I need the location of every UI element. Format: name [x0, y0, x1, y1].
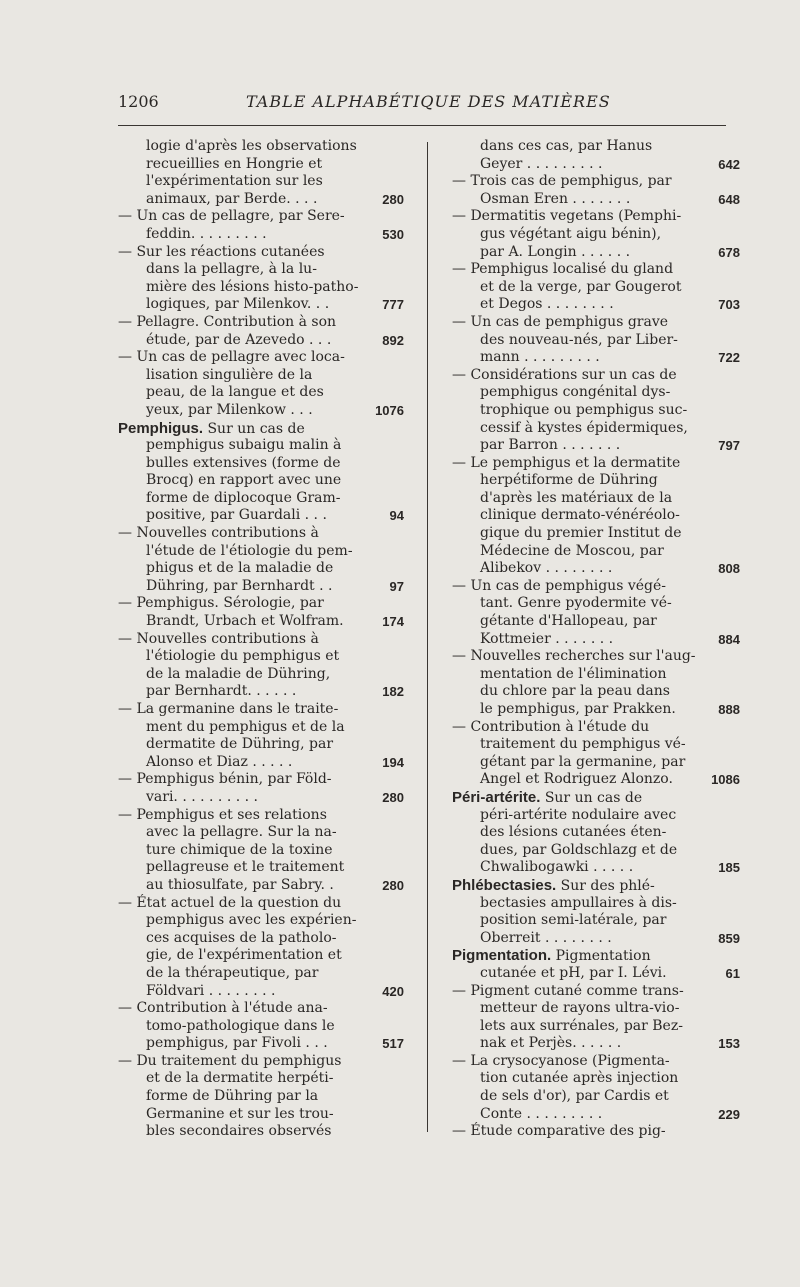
- running-title: TABLE ALPHABÉTIQUE DES MATIÈRES: [246, 92, 611, 111]
- entry-line: [452, 648, 740, 666]
- entry-text: mann . . . . . . . . .: [480, 349, 600, 366]
- entry-text: par Barron . . . . . . .: [480, 437, 621, 454]
- entry-text: herpétiforme de Dühring: [480, 472, 658, 489]
- entry-text: gus végétant aigu bénin),: [480, 225, 662, 242]
- page-reference: 678: [718, 244, 740, 260]
- entry-line: [118, 490, 404, 508]
- entry-line: [118, 420, 404, 438]
- entry-line: [452, 472, 740, 490]
- index-entry: [452, 261, 740, 314]
- entry-text: peau, de la langue et des: [146, 384, 324, 401]
- entry-text: — Un cas de pellagre, par Sere-: [118, 208, 345, 225]
- entry-text: pemphigus congénital dys-: [480, 384, 671, 401]
- entry-line: [118, 173, 404, 191]
- entry-text: — État actuel de la question du: [118, 894, 342, 911]
- entry-line: [118, 701, 404, 719]
- entry-text: trophique ou pemphigus suc-: [480, 401, 688, 418]
- page-reference: 808: [718, 561, 740, 577]
- entry-line: [118, 595, 404, 613]
- entry-text: gie, de l'expérimentation et: [146, 947, 342, 964]
- entry-text: pellagreuse et le traitement: [146, 859, 345, 876]
- entry-line: [452, 455, 740, 473]
- entry-text: Alibekov . . . . . . . .: [480, 560, 613, 577]
- entry-line: [452, 138, 740, 156]
- entry-line: [452, 895, 740, 913]
- page-reference: 280: [382, 789, 404, 805]
- entry-text: pemphigus subaigu malin à: [146, 437, 342, 454]
- entry-line: [118, 455, 404, 473]
- entry-line: [452, 560, 740, 578]
- entry-text: — Pigment cutané comme trans-: [452, 982, 684, 999]
- page-reference: 884: [718, 631, 740, 647]
- entry-line: [118, 472, 404, 490]
- entry-text: positive, par Guardali . . .: [146, 507, 327, 524]
- entry-text: — Nouvelles contributions à: [118, 630, 319, 647]
- entry-text: — Dermatitis vegetans (Pemphi-: [452, 208, 682, 225]
- page-reference: 888: [718, 702, 740, 717]
- entry-text: de la maladie de Dühring,: [146, 665, 331, 682]
- entry-text: tant. Genre pyodermite vé-: [480, 595, 672, 612]
- page-reference: 174: [382, 614, 404, 630]
- entry-text: — Un cas de pemphigus végé-: [452, 577, 666, 594]
- entry-line: [452, 824, 740, 842]
- entry-text: pemphigus avec les expérien-: [146, 912, 357, 929]
- entry-line: [118, 1053, 404, 1071]
- entry-line: [118, 1123, 404, 1141]
- entry-line: [118, 156, 404, 174]
- entry-line: [118, 912, 404, 930]
- entry-text: Angel et Rodriguez Alonzo.: [480, 771, 673, 788]
- entry-text: et de la verge, par Gougerot: [480, 278, 682, 295]
- entry-text: par A. Longin . . . . . .: [480, 243, 631, 260]
- entry-text: gétant par la germanine, par: [480, 753, 686, 770]
- entry-line: [452, 208, 740, 226]
- entry-line: [118, 613, 404, 631]
- entry-line: [452, 490, 740, 508]
- entry-line: [452, 367, 740, 385]
- entry-line: [452, 384, 740, 402]
- index-entry: [452, 314, 740, 367]
- entry-text: ture chimique de la toxine: [146, 841, 333, 858]
- entry-line: [118, 208, 404, 226]
- entry-text: — Considérations sur un cas de: [452, 366, 677, 383]
- entry-line: [118, 191, 404, 209]
- entry-text: Dühring, par Bernhardt . .: [146, 577, 333, 594]
- entry-text: — Pemphigus et ses relations: [118, 806, 327, 823]
- header-rule: [118, 125, 726, 126]
- entry-line: [452, 1035, 740, 1053]
- entry-heading: Péri-artérite.: [452, 788, 541, 806]
- entry-text: — Pemphigus. Sérologie, par: [118, 595, 324, 612]
- entry-line: [452, 1018, 740, 1036]
- entry-line: [452, 666, 740, 684]
- page-reference: 642: [718, 156, 740, 172]
- index-entry: [118, 771, 404, 806]
- entry-text: mière des lésions histo-patho-: [146, 278, 359, 295]
- entry-line: [452, 1000, 740, 1018]
- page-reference: 517: [382, 1036, 404, 1052]
- entry-text: Osman Eren . . . . . . .: [480, 190, 631, 207]
- entry-line: [118, 279, 404, 297]
- entry-line: [452, 314, 740, 332]
- entry-line: [118, 296, 404, 314]
- entry-text: Oberreit . . . . . . . .: [480, 929, 612, 946]
- index-entry: [452, 719, 740, 789]
- entry-text: Geyer . . . . . . . . .: [480, 155, 603, 172]
- entry-text: — Contribution à l'étude ana-: [118, 1000, 328, 1017]
- entry-text: l'étude de l'étiologie du pem-: [146, 542, 353, 559]
- entry-text: position semi-latérale, par: [480, 912, 667, 929]
- entry-text: dermatite de Dühring, par: [146, 736, 334, 753]
- page-reference: 97: [389, 578, 404, 594]
- entry-line: [452, 859, 740, 877]
- entry-line: [452, 507, 740, 525]
- entry-text: Médecine de Moscou, par: [480, 542, 664, 559]
- page-reference: 194: [382, 754, 404, 770]
- entry-text: bectasies ampullaires à dis-: [480, 894, 677, 911]
- page-reference: 859: [718, 930, 740, 946]
- entry-text: bles secondaires observés: [146, 1123, 332, 1140]
- entry-line: [452, 261, 740, 279]
- entry-text: ces acquises de la patholo-: [146, 929, 337, 946]
- entry-line: [118, 578, 404, 596]
- entry-heading: Phlébectasies.: [452, 876, 557, 894]
- index-entry: [452, 208, 740, 261]
- index-entry: [118, 895, 404, 1001]
- left-column: [118, 138, 404, 1141]
- page-header: [118, 88, 726, 118]
- entry-line: [452, 736, 740, 754]
- index-entry: [452, 983, 740, 1053]
- entry-text: dues, par Goldschlazg et de: [480, 841, 678, 858]
- index-entry: [452, 648, 740, 718]
- entry-text: forme de diplocoque Gram-: [146, 489, 341, 506]
- entry-line: [452, 1106, 740, 1124]
- entry-text: et de la dermatite herpéti-: [146, 1070, 334, 1087]
- page-reference: 530: [382, 226, 404, 242]
- entry-line: [452, 420, 740, 438]
- entry-text: des lésions cutanées éten-: [480, 824, 667, 841]
- entry-line: [118, 261, 404, 279]
- entry-text: recueillies en Hongrie et: [146, 155, 323, 172]
- entry-line: [118, 1088, 404, 1106]
- page-reference: 1076: [375, 402, 404, 418]
- entry-text: gique du premier Institut de: [480, 525, 682, 542]
- entry-text: clinique dermato-vénéréolo-: [480, 507, 680, 524]
- entry-line: [118, 1070, 404, 1088]
- entry-text: Sur un cas de: [203, 420, 305, 437]
- entry-line: [118, 367, 404, 385]
- entry-text: Germanine et sur les trou-: [146, 1105, 334, 1122]
- entry-line: [118, 683, 404, 701]
- entry-line: [452, 595, 740, 613]
- right-column: [452, 138, 740, 1141]
- entry-text: ment du pemphigus et de la: [146, 718, 345, 735]
- entry-text: péri-artérite nodulaire avec: [480, 806, 677, 823]
- entry-line: [452, 789, 740, 807]
- entry-text: — Un cas de pellagre avec loca-: [118, 349, 345, 366]
- entry-text: dans ces cas, par Hanus: [480, 138, 653, 154]
- entry-line: [118, 877, 404, 895]
- entry-line: [118, 332, 404, 350]
- entry-line: [452, 156, 740, 174]
- entry-line: [452, 912, 740, 930]
- entry-line: [452, 244, 740, 262]
- entry-line: [452, 947, 740, 965]
- page-reference: 185: [718, 860, 740, 876]
- index-entry: [452, 138, 740, 173]
- entry-text: pemphigus, par Fivoli . . .: [146, 1035, 328, 1052]
- entry-line: [452, 754, 740, 772]
- entry-line: [118, 244, 404, 262]
- entry-text: l'étiologie du pemphigus et: [146, 648, 340, 665]
- entry-line: [118, 384, 404, 402]
- index-entry: [452, 578, 740, 648]
- entry-line: [118, 1106, 404, 1124]
- page-reference: 648: [718, 191, 740, 207]
- entry-text: — Un cas de pemphigus grave: [452, 313, 669, 330]
- entry-line: [452, 332, 740, 350]
- page-reference: 703: [718, 297, 740, 313]
- entry-text: Alonso et Diaz . . . . .: [146, 753, 293, 770]
- entry-line: [118, 226, 404, 244]
- entry-line: [118, 648, 404, 666]
- entry-line: [452, 930, 740, 948]
- index-entry: [118, 1053, 404, 1141]
- entry-text: metteur de rayons ultra-vio-: [480, 1000, 680, 1017]
- entry-text: de la thérapeutique, par: [146, 964, 319, 981]
- index-entry: [452, 173, 740, 208]
- entry-text: lisation singulière de la: [146, 366, 313, 383]
- entry-text: de sels d'or), par Cardis et: [480, 1088, 669, 1105]
- entry-line: [118, 402, 404, 420]
- index-entry: [118, 314, 404, 349]
- entry-text: logiques, par Milenkov. . .: [146, 296, 330, 313]
- entry-text: — Nouvelles contributions à: [118, 525, 319, 542]
- page-reference: 94: [389, 508, 404, 524]
- entry-line: [452, 173, 740, 191]
- entry-line: [118, 631, 404, 649]
- page-reference: 182: [382, 684, 404, 700]
- index-entry: [118, 631, 404, 701]
- entry-line: [118, 736, 404, 754]
- page-reference: 61: [725, 965, 740, 981]
- entry-line: [452, 402, 740, 420]
- page-reference: 229: [718, 1106, 740, 1122]
- index-entry: [118, 208, 404, 243]
- entry-text: avec la pellagre. Sur la na-: [146, 824, 337, 841]
- entry-text: animaux, par Berde. . . .: [146, 190, 318, 207]
- entry-line: [118, 1035, 404, 1053]
- entry-line: [118, 349, 404, 367]
- page-reference: 777: [382, 297, 404, 313]
- index-entry: [452, 877, 740, 947]
- page-reference: 153: [718, 1036, 740, 1052]
- entry-line: [452, 191, 740, 209]
- entry-line: [118, 983, 404, 1001]
- entry-text: phigus et de la maladie de: [146, 560, 334, 577]
- entry-text: tomo-pathologique dans le: [146, 1017, 335, 1034]
- entry-line: [118, 560, 404, 578]
- page-reference: 797: [718, 438, 740, 454]
- entry-text: et Degos . . . . . . . .: [480, 296, 614, 313]
- entry-text: par Bernhardt. . . . . .: [146, 683, 297, 700]
- entry-line: [452, 1070, 740, 1088]
- page-number: 1206: [118, 92, 159, 111]
- entry-line: [452, 578, 740, 596]
- entry-line: [118, 807, 404, 825]
- index-entry: [118, 525, 404, 595]
- index-entry: [452, 1053, 740, 1123]
- entry-text: nak et Perjès. . . . . .: [480, 1035, 622, 1052]
- index-entry: [452, 455, 740, 578]
- entry-text: cessif à kystes épidermiques,: [480, 419, 688, 436]
- entry-line: [118, 507, 404, 525]
- entry-heading: Pigmentation.: [452, 947, 552, 965]
- entry-text: dans la pellagre, à la lu-: [146, 261, 317, 278]
- entry-text: — La crysocyanose (Pigmenta-: [452, 1052, 670, 1069]
- entry-text: bulles extensives (forme de: [146, 454, 341, 471]
- entry-line: [452, 719, 740, 737]
- entry-line: [118, 842, 404, 860]
- index-entry: [118, 420, 404, 526]
- page-reference: 722: [718, 350, 740, 366]
- entry-line: [452, 226, 740, 244]
- entry-text: — Trois cas de pemphigus, par: [452, 173, 672, 190]
- column-divider: [427, 142, 428, 1132]
- entry-line: [452, 683, 740, 701]
- index-entry: [118, 701, 404, 771]
- entry-line: [452, 842, 740, 860]
- entry-text: étude, par de Azevedo . . .: [146, 331, 332, 348]
- entry-text: Sur un cas de: [540, 789, 643, 806]
- entry-text: traitement du pemphigus vé-: [480, 736, 686, 753]
- entry-line: [118, 314, 404, 332]
- entry-line: [118, 895, 404, 913]
- entry-text: cutanée et pH, par I. Lévi.: [480, 964, 667, 981]
- entry-line: [118, 543, 404, 561]
- entry-text: — Étude comparative des pig-: [452, 1123, 666, 1140]
- entry-line: [452, 807, 740, 825]
- entry-line: [118, 789, 404, 807]
- entry-text: yeux, par Milenkow . . .: [146, 401, 313, 418]
- entry-text: Chwalibogawki . . . . .: [480, 859, 634, 876]
- page-reference: 280: [382, 877, 404, 893]
- entry-text: Pigmentation: [551, 948, 651, 965]
- entry-line: [452, 1088, 740, 1106]
- page-reference: 1086: [711, 772, 740, 788]
- entry-line: [118, 859, 404, 877]
- entry-text: logie d'après les observations: [146, 138, 357, 154]
- entry-line: [452, 296, 740, 314]
- index-entry: [118, 244, 404, 314]
- index-entry: [452, 367, 740, 455]
- entry-line: [118, 1000, 404, 1018]
- index-entry: [118, 349, 404, 419]
- entry-line: [118, 947, 404, 965]
- entry-line: [118, 525, 404, 543]
- entry-line: [452, 279, 740, 297]
- entry-line: [118, 771, 404, 789]
- entry-text: — Pemphigus bénin, par Föld-: [118, 771, 332, 788]
- entry-text: Conte . . . . . . . . .: [480, 1105, 603, 1122]
- page-reference: 420: [382, 983, 404, 999]
- entry-text: — La germanine dans le traite-: [118, 701, 339, 717]
- entry-text: — Pellagre. Contribution à son: [118, 313, 337, 330]
- entry-text: mentation de l'élimination: [480, 665, 667, 682]
- entry-text: Brocq) en rapport avec une: [146, 472, 342, 489]
- entry-line: [452, 525, 740, 543]
- entry-text: le pemphigus, par Prakken.: [480, 701, 676, 717]
- entry-text: — Nouvelles recherches sur l'aug-: [452, 648, 696, 665]
- entry-line: [452, 349, 740, 367]
- entry-line: [452, 613, 740, 631]
- entry-line: [452, 877, 740, 895]
- entry-line: [118, 1018, 404, 1036]
- entry-line: [452, 1123, 740, 1141]
- entry-line: [118, 138, 404, 156]
- entry-text: — Du traitement du pemphigus: [118, 1052, 342, 1069]
- entry-line: [118, 965, 404, 983]
- entry-line: [452, 983, 740, 1001]
- page-reference: 280: [382, 191, 404, 207]
- index-entry: [452, 1123, 740, 1141]
- entry-line: [452, 631, 740, 649]
- entry-text: — Pemphigus localisé du gland: [452, 261, 674, 278]
- entry-text: vari. . . . . . . . . .: [146, 788, 258, 805]
- entry-text: d'après les matériaux de la: [480, 489, 673, 506]
- index-entry: [118, 595, 404, 630]
- entry-line: [118, 754, 404, 772]
- entry-text: des nouveau-nés, par Liber-: [480, 331, 678, 348]
- entry-text: tion cutanée après injection: [480, 1070, 679, 1087]
- index-entry: [118, 807, 404, 895]
- entry-line: [452, 437, 740, 455]
- entry-line: [452, 771, 740, 789]
- entry-line: [452, 965, 740, 983]
- entry-text: forme de Dühring par la: [146, 1088, 319, 1105]
- entry-text: au thiosulfate, par Sabry. .: [146, 876, 334, 893]
- entry-text: feddin. . . . . . . . .: [146, 225, 267, 242]
- entry-line: [118, 719, 404, 737]
- index-entry: [452, 789, 740, 877]
- entry-line: [452, 1053, 740, 1071]
- entry-line: [452, 543, 740, 561]
- index-entry: [452, 947, 740, 982]
- entry-text: lets aux surrénales, par Bez-: [480, 1017, 683, 1034]
- entry-line: [118, 930, 404, 948]
- entry-text: du chlore par la peau dans: [480, 683, 670, 700]
- entry-line: [118, 666, 404, 684]
- entry-text: Földvari . . . . . . . .: [146, 982, 276, 999]
- entry-text: — Le pemphigus et la dermatite: [452, 454, 681, 471]
- entry-text: — Sur les réactions cutanées: [118, 243, 325, 260]
- entry-text: — Contribution à l'étude du: [452, 718, 650, 735]
- entry-text: Brandt, Urbach et Wolfram.: [146, 613, 344, 630]
- entry-heading: Pemphigus.: [118, 419, 204, 437]
- index-entry: [118, 1000, 404, 1053]
- entry-line: [118, 824, 404, 842]
- entry-text: gétante d'Hallopeau, par: [480, 613, 657, 630]
- entry-text: Sur des phlé-: [556, 877, 655, 894]
- page-reference: 892: [382, 332, 404, 348]
- entry-line: [452, 701, 740, 719]
- entry-text: l'expérimentation sur les: [146, 173, 323, 190]
- entry-line: [118, 437, 404, 455]
- index-entry: [118, 138, 404, 208]
- entry-text: Kottmeier . . . . . . .: [480, 630, 614, 647]
